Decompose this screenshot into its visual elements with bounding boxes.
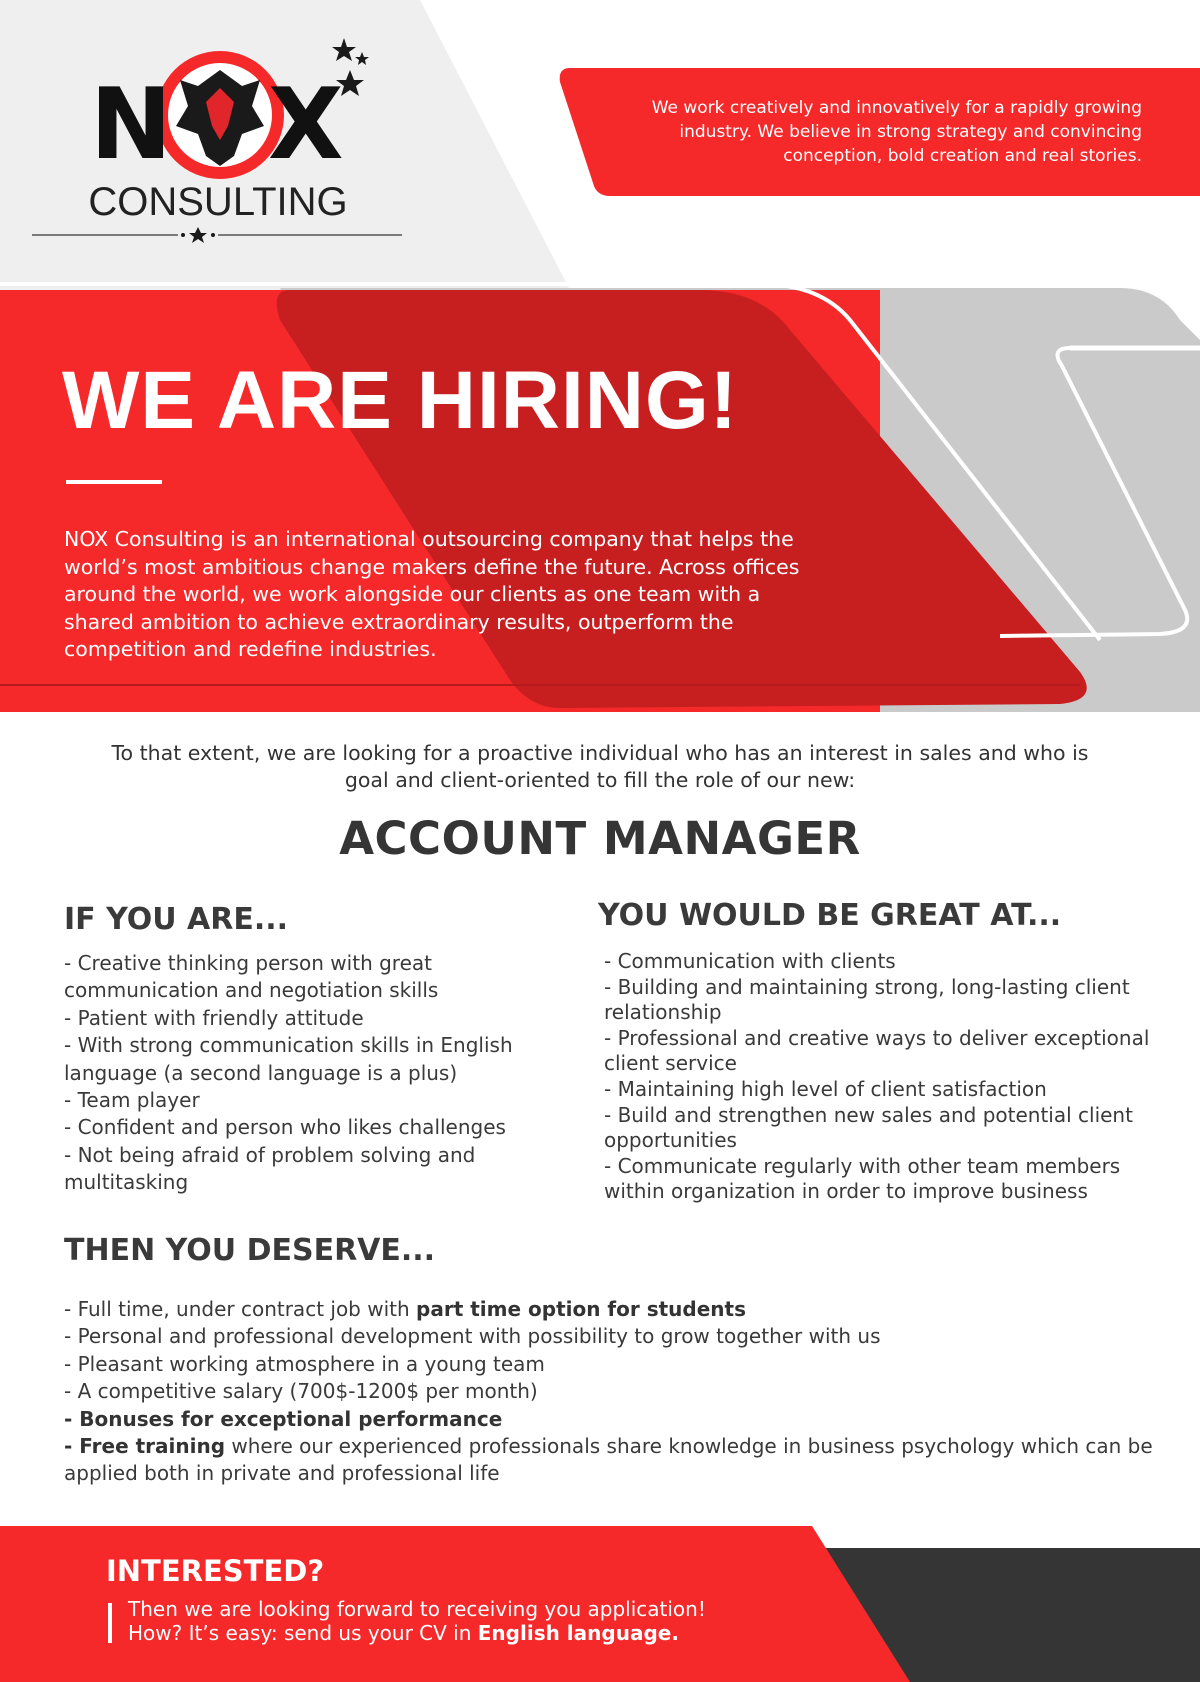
benefit-highlight: - Bonuses for exceptional performance	[64, 1406, 503, 1431]
svg-text:X: X	[268, 68, 344, 180]
list-item	[64, 1406, 1164, 1433]
list-item: - Maintaining high level of client satisfaction	[604, 1076, 1047, 1101]
list-item: - Communicate regularly with other team members within organization in order to improve business	[604, 1153, 1121, 1204]
company-tagline: We work creatively and innovatively for a rapidly growing industry. We believe in strong strategy and convincing conception, bold creation and real stories.	[651, 98, 1142, 166]
list-item: - Patient with friendly attitude	[64, 1005, 364, 1030]
cta-text-plain: How? It’s easy: send us your CV in	[128, 1621, 478, 1645]
list-item: - A competitive salary (700$-1200$ per month)	[64, 1379, 538, 1404]
list-item: - Personal and professional development with possibility to grow together with us	[64, 1324, 881, 1349]
role-title: ACCOUNT MANAGER	[339, 812, 861, 865]
cta-line	[128, 1621, 706, 1645]
cta-line: Then we are looking forward to receiving you application!	[128, 1597, 706, 1621]
list-item	[64, 1296, 1164, 1323]
list-item: - Build and strengthen new sales and potential client opportunities	[604, 1102, 1133, 1153]
list-item: - Team player	[64, 1088, 200, 1113]
deserve-heading: THEN YOU DESERVE...	[64, 1233, 436, 1268]
list-item: - Confident and person who likes challenges	[64, 1115, 506, 1140]
great-at-heading: YOU WOULD BE GREAT AT...	[598, 898, 1062, 933]
role-lead-text: To that extent, we are looking for a proactive individual who has an interest in sales and who is goal and client-oriented to fill the role of our new:	[111, 741, 1089, 792]
company-logo	[28, 30, 408, 250]
if-you-are-list	[64, 950, 584, 1197]
cta-text	[128, 1597, 706, 1645]
cta-heading: INTERESTED?	[106, 1554, 325, 1588]
list-item	[64, 1433, 1164, 1488]
svg-text:N: N	[90, 68, 173, 180]
list-item: - With strong communication skills in English language (a second language is a plus)	[64, 1033, 513, 1085]
company-intro: NOX Consulting is an international outsourcing company that helps the world’s most ambitious change makers define the future. Across offices around the world, we work alongside our clients as one team with a shared ambition to achieve extraordinary results, outperform the competition and redefine industries.	[64, 527, 800, 661]
list-item: - Professional and creative ways to deliver exceptional client service	[604, 1025, 1150, 1076]
list-item: - Creative thinking person with great communication and negotiation skills	[64, 951, 439, 1003]
hero-title: WE ARE HIRING!	[62, 355, 739, 446]
if-you-are-heading: IF YOU ARE...	[64, 902, 289, 937]
list-item: - Communication with clients	[604, 949, 896, 973]
list-item: - Not being afraid of problem solving and multitasking	[64, 1142, 476, 1195]
great-at-list	[604, 949, 1184, 1205]
cta-text-bold: English language.	[477, 1621, 679, 1645]
benefit-highlight: - Free training	[64, 1434, 226, 1459]
list-item: - Pleasant working atmosphere in a young team	[64, 1351, 545, 1376]
cta-accent-bar	[108, 1603, 112, 1643]
logo-subtext: CONSULTING	[88, 180, 348, 224]
benefit-highlight: part time option for students	[416, 1297, 746, 1321]
benefits-list	[64, 1296, 1164, 1488]
benefit-text: - Full time, under contract job with	[64, 1297, 417, 1321]
title-underline	[66, 480, 162, 484]
benefit-text: where our experienced professionals share knowledge in business psychology which can be applied both in private and professional life	[64, 1434, 1153, 1486]
list-item: - Building and maintaining strong, long-lasting client relationship	[604, 974, 1130, 1025]
